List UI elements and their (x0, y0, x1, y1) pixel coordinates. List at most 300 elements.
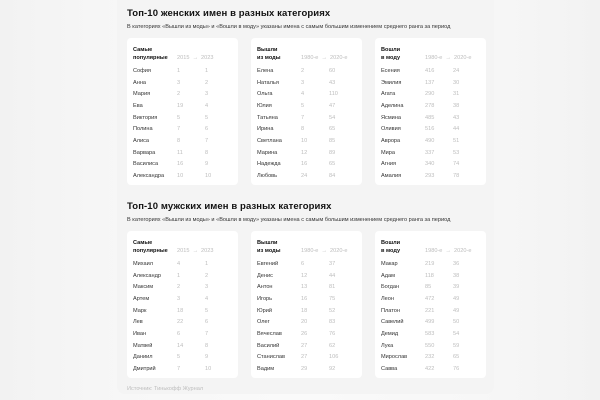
table-row (257, 65, 356, 77)
rank-to-cell: 74 (453, 161, 460, 168)
card-header (257, 44, 356, 62)
rank-to-cell: 65 (329, 126, 336, 133)
rank-to-cell: 85 (329, 137, 336, 144)
rank-from-cell: 3 (177, 79, 181, 86)
table-row (133, 316, 232, 328)
rank-from-cell: 583 (425, 330, 435, 337)
rank-to-cell: 5 (205, 114, 209, 121)
name-cell: Лука (381, 342, 394, 349)
name-cell: Иван (133, 330, 147, 337)
table-row (381, 270, 480, 282)
rank-from-cell: 416 (425, 67, 435, 74)
card-title (133, 47, 177, 62)
card-title (257, 240, 301, 255)
card-title-line1: Вошли (381, 47, 401, 53)
period-to: 2020-е (454, 54, 472, 61)
rank-from-cell: 5 (301, 102, 305, 109)
name-cell: Юлия (257, 102, 272, 109)
card-header (133, 237, 232, 255)
rank-from-cell: 472 (425, 295, 435, 302)
arrow-right-icon: → (192, 247, 199, 254)
period-to: 2020-е (454, 247, 472, 254)
section-subtitle: В категориях «Вышли из моды» и «Вошли в моду» указаны имена с самым большим изменением среднего ранга за период (127, 217, 451, 223)
name-cell: Ева (133, 102, 143, 109)
card-title-line2: популярные (133, 54, 168, 61)
sections-container (127, 8, 486, 378)
table-row (381, 340, 480, 352)
name-cell: Любовь (257, 173, 278, 180)
rank-to-cell: 36 (453, 260, 460, 267)
rank-from-cell: 10 (301, 137, 308, 144)
rank-from-cell: 11 (177, 149, 183, 156)
rank-from-cell: 2 (301, 67, 305, 74)
cards-row (127, 38, 486, 185)
arrow-right-icon: → (445, 54, 452, 61)
name-cell: Агата (381, 91, 396, 98)
table-row (381, 316, 480, 328)
rank-from-cell: 337 (425, 149, 435, 156)
table-row (133, 100, 232, 112)
name-cell: Надежда (257, 161, 281, 168)
name-cell: Савелий (381, 319, 404, 326)
card-title (381, 47, 425, 62)
name-cell: Евгений (257, 260, 279, 267)
table-row (257, 328, 356, 340)
rank-from-cell: 8 (177, 137, 181, 144)
rank-to-cell: 7 (205, 330, 209, 337)
name-cell: София (133, 67, 151, 74)
card-title-line2: в моду (381, 54, 401, 61)
rank-to-cell: 43 (329, 79, 336, 86)
table-row (257, 258, 356, 270)
rank-from-cell: 16 (301, 161, 308, 168)
name-cell: Демид (381, 330, 399, 337)
rank-to-cell: 65 (329, 161, 336, 168)
name-cell: Варвара (133, 149, 156, 156)
rank-to-cell: 59 (453, 342, 460, 349)
rank-to-cell: 75 (329, 295, 336, 302)
rank-to-cell: 110 (329, 91, 338, 98)
rank-from-cell: 118 (425, 272, 434, 279)
card-rows (381, 258, 480, 375)
rank-to-cell: 65 (453, 354, 460, 361)
name-cell: Антон (257, 284, 273, 291)
section-title: Топ-10 женских имен в разных категориях (127, 8, 331, 19)
rank-to-cell: 92 (329, 366, 336, 373)
name-cell: Леон (381, 295, 394, 302)
period-from: 1980-е (425, 247, 443, 254)
cards-row (127, 231, 486, 378)
rank-from-cell: 422 (425, 366, 435, 373)
name-cell: Есения (381, 67, 400, 74)
ranking-card (127, 231, 238, 378)
source-note: Источник: Тинькофф Журнал (127, 386, 204, 392)
rank-to-cell: 78 (453, 173, 460, 180)
period-to: 2020-е (330, 247, 348, 254)
rank-from-cell: 10 (177, 173, 184, 180)
table-row (381, 123, 480, 135)
rank-to-cell: 4 (205, 295, 209, 302)
rank-to-cell: 5 (205, 307, 209, 314)
card-rows (381, 65, 480, 182)
period-from: 2015 (177, 54, 190, 61)
name-cell: Амалия (381, 173, 402, 180)
table-row (381, 352, 480, 364)
name-cell: Мария (133, 91, 151, 98)
rank-to-cell: 44 (329, 272, 336, 279)
card-title (257, 47, 301, 62)
period-to: 2023 (201, 54, 214, 61)
card-period (177, 248, 214, 256)
table-row (257, 88, 356, 100)
rank-from-cell: 8 (301, 126, 305, 133)
table-row (133, 270, 232, 282)
table-row (133, 258, 232, 270)
name-cell: Матвей (133, 342, 153, 349)
name-cell: Денис (257, 272, 273, 279)
rank-to-cell: 2 (205, 272, 209, 279)
name-cell: Игорь (257, 295, 273, 302)
ranking-card (127, 38, 238, 185)
table-row (257, 281, 356, 293)
card-header (381, 44, 480, 62)
section-title: Топ-10 мужских имен в разных категориях (127, 201, 332, 212)
rank-from-cell: 485 (425, 114, 435, 121)
rank-from-cell: 29 (301, 366, 308, 373)
table-row (381, 363, 480, 375)
table-row (257, 123, 356, 135)
period-from: 1980-е (425, 54, 443, 61)
rank-from-cell: 550 (425, 342, 435, 349)
rank-from-cell: 5 (177, 354, 181, 361)
rank-from-cell: 19 (177, 102, 184, 109)
name-cell: Макар (381, 260, 398, 267)
arrow-right-icon: → (321, 247, 328, 254)
table-row (381, 100, 480, 112)
table-row (257, 305, 356, 317)
table-row (133, 340, 232, 352)
rank-from-cell: 232 (425, 354, 435, 361)
period-to: 2023 (201, 247, 214, 254)
rank-to-cell: 7 (205, 137, 209, 144)
table-row (381, 281, 480, 293)
rank-to-cell: 9 (205, 161, 209, 168)
table-row (381, 305, 480, 317)
rank-from-cell: 1 (177, 272, 181, 279)
table-row (257, 316, 356, 328)
table-row (133, 363, 232, 375)
name-cell: Агния (381, 161, 397, 168)
period-to: 2020-е (330, 54, 348, 61)
rank-to-cell: 106 (329, 354, 339, 361)
rank-to-cell: 47 (329, 102, 336, 109)
rank-from-cell: 290 (425, 91, 435, 98)
rank-from-cell: 293 (425, 173, 435, 180)
card-period (301, 55, 347, 63)
card-period (425, 55, 471, 63)
table-row (381, 328, 480, 340)
table-row (133, 293, 232, 305)
card-title-line2: из моды (257, 54, 281, 61)
name-cell: Алиса (133, 137, 150, 144)
name-cell: Эмилия (381, 79, 402, 86)
card-title-line2: популярные (133, 247, 168, 254)
rank-to-cell: 81 (329, 284, 336, 291)
rank-to-cell: 54 (453, 330, 460, 337)
rank-from-cell: 26 (301, 330, 308, 337)
rank-to-cell: 8 (205, 342, 209, 349)
rank-from-cell: 27 (301, 354, 308, 361)
table-row (133, 328, 232, 340)
table-row (257, 147, 356, 159)
arrow-right-icon: → (192, 54, 199, 61)
rank-to-cell: 76 (329, 330, 336, 337)
name-cell: Ольга (257, 91, 273, 98)
card-header (133, 44, 232, 62)
rank-to-cell: 31 (453, 91, 460, 98)
ranking-card (251, 38, 362, 185)
rank-to-cell: 24 (453, 67, 460, 74)
table-row (133, 305, 232, 317)
section-subtitle: В категориях «Вышли из моды» и «Вошли в моду» указаны имена с самым большим изменением среднего ранга за период (127, 24, 451, 30)
rank-from-cell: 27 (301, 342, 308, 349)
rank-from-cell: 18 (301, 307, 308, 314)
card-title-line2: в моду (381, 247, 401, 254)
name-cell: Василиса (133, 161, 159, 168)
name-cell: Богдан (381, 284, 400, 291)
table-row (381, 293, 480, 305)
rank-from-cell: 13 (301, 284, 308, 291)
ranking-card (251, 231, 362, 378)
name-cell: Олег (257, 319, 270, 326)
name-cell: Василий (257, 342, 280, 349)
period-from: 2015 (177, 247, 190, 254)
rank-to-cell: 4 (205, 102, 209, 109)
rank-from-cell: 7 (177, 126, 181, 133)
rank-to-cell: 1 (205, 67, 209, 74)
rank-to-cell: 53 (453, 149, 460, 156)
rank-from-cell: 4 (301, 91, 305, 98)
name-cell: Полина (133, 126, 153, 133)
name-cell: Максим (133, 284, 154, 291)
rank-to-cell: 43 (453, 114, 460, 121)
card-title-line2: из моды (257, 247, 281, 254)
ranking-card (375, 38, 486, 185)
arrow-right-icon: → (445, 247, 452, 254)
rank-to-cell: 10 (205, 173, 212, 180)
name-cell: Светлана (257, 137, 282, 144)
card-period (301, 248, 347, 256)
ranking-card (375, 231, 486, 378)
name-cell: Мира (381, 149, 396, 156)
name-cell: Аделина (381, 102, 404, 109)
rank-to-cell: 49 (453, 307, 460, 314)
rank-from-cell: 16 (301, 295, 308, 302)
table-row (133, 77, 232, 89)
rank-to-cell: 1 (205, 260, 209, 267)
table-row (133, 112, 232, 124)
rank-to-cell: 76 (453, 366, 460, 373)
rank-to-cell: 60 (329, 67, 336, 74)
name-cell: Оливия (381, 126, 401, 133)
rank-from-cell: 12 (301, 272, 308, 279)
card-rows (257, 258, 356, 375)
rank-from-cell: 6 (301, 260, 305, 267)
rank-to-cell: 39 (453, 284, 460, 291)
name-cell: Аврора (381, 137, 401, 144)
rank-from-cell: 5 (177, 114, 181, 121)
arrow-right-icon: → (321, 54, 328, 61)
card-title-line1: Вышли (257, 47, 278, 53)
table-row (381, 159, 480, 171)
rank-from-cell: 221 (425, 307, 435, 314)
male-names-section (127, 201, 486, 378)
rank-from-cell: 219 (425, 260, 435, 267)
table-row (257, 77, 356, 89)
name-cell: Артем (133, 295, 150, 302)
name-cell: Дмитрий (133, 366, 156, 373)
rank-from-cell: 4 (177, 260, 181, 267)
rank-from-cell: 24 (301, 173, 308, 180)
name-cell: Юрий (257, 307, 273, 314)
rank-to-cell: 3 (205, 91, 209, 98)
table-row (133, 123, 232, 135)
card-title (133, 240, 177, 255)
card-title-line1: Вошли (381, 240, 401, 246)
rank-to-cell: 62 (329, 342, 336, 349)
card-title-line1: Самые (133, 240, 153, 246)
card-header (381, 237, 480, 255)
rank-from-cell: 499 (425, 319, 435, 326)
card-period (177, 55, 214, 63)
rank-to-cell: 37 (329, 260, 336, 267)
table-row (257, 270, 356, 282)
table-row (257, 363, 356, 375)
card-title (381, 240, 425, 255)
table-row (133, 281, 232, 293)
name-cell: Вадим (257, 366, 275, 373)
table-row (133, 135, 232, 147)
table-row (381, 258, 480, 270)
rank-from-cell: 3 (301, 79, 305, 86)
rank-to-cell: 2 (205, 79, 209, 86)
table-row (257, 135, 356, 147)
name-cell: Вячеслав (257, 330, 282, 337)
card-title-line1: Самые (133, 47, 153, 53)
name-cell: Адам (381, 272, 395, 279)
name-cell: Александра (133, 173, 165, 180)
rank-from-cell: 137 (425, 79, 435, 86)
table-row (257, 159, 356, 171)
rank-to-cell: 9 (205, 354, 209, 361)
table-row (133, 147, 232, 159)
card-rows (133, 258, 232, 375)
rank-from-cell: 7 (177, 366, 181, 373)
name-cell: Станислав (257, 354, 286, 361)
name-cell: Лев (133, 319, 143, 326)
rank-to-cell: 30 (453, 79, 460, 86)
rank-to-cell: 84 (329, 173, 336, 180)
rank-from-cell: 340 (425, 161, 435, 168)
table-row (381, 170, 480, 182)
female-names-section (127, 8, 486, 185)
table-row (381, 147, 480, 159)
rank-to-cell: 10 (205, 366, 212, 373)
rank-to-cell: 38 (453, 272, 460, 279)
table-row (257, 100, 356, 112)
table-row (381, 77, 480, 89)
name-cell: Виктория (133, 114, 158, 121)
rank-to-cell: 49 (453, 295, 460, 302)
rank-from-cell: 1 (177, 67, 181, 74)
rank-from-cell: 12 (301, 149, 308, 156)
name-cell: Наталья (257, 79, 279, 86)
rank-from-cell: 20 (301, 319, 308, 326)
rank-from-cell: 490 (425, 137, 435, 144)
name-cell: Анна (133, 79, 147, 86)
rank-to-cell: 3 (205, 284, 209, 291)
rank-from-cell: 3 (177, 295, 181, 302)
rank-to-cell: 83 (329, 319, 336, 326)
rank-to-cell: 89 (329, 149, 336, 156)
table-row (381, 112, 480, 124)
rank-from-cell: 6 (177, 330, 181, 337)
rank-to-cell: 38 (453, 102, 460, 109)
name-cell: Марк (133, 307, 147, 314)
name-cell: Ирина (257, 126, 274, 133)
rank-from-cell: 2 (177, 284, 181, 291)
name-cell: Михаил (133, 260, 154, 267)
table-row (257, 293, 356, 305)
table-row (257, 170, 356, 182)
card-header (257, 237, 356, 255)
rank-from-cell: 22 (177, 319, 184, 326)
name-cell: Александр (133, 272, 161, 279)
name-cell: Елена (257, 67, 274, 74)
table-row (257, 352, 356, 364)
rank-to-cell: 8 (205, 149, 209, 156)
table-row (133, 352, 232, 364)
rank-to-cell: 50 (453, 319, 460, 326)
rank-from-cell: 14 (177, 342, 184, 349)
period-from: 1980-е (301, 54, 319, 61)
table-row (133, 159, 232, 171)
card-rows (133, 65, 232, 182)
table-row (133, 88, 232, 100)
table-row (257, 112, 356, 124)
period-from: 1980-е (301, 247, 319, 254)
table-row (381, 135, 480, 147)
table-row (133, 65, 232, 77)
rank-to-cell: 51 (453, 137, 460, 144)
table-row (133, 170, 232, 182)
card-title-line1: Вышли (257, 240, 278, 246)
table-row (381, 88, 480, 100)
name-cell: Даниил (133, 354, 153, 361)
rank-from-cell: 2 (177, 91, 181, 98)
rank-from-cell: 16 (177, 161, 184, 168)
card-rows (257, 65, 356, 182)
rank-to-cell: 6 (205, 319, 209, 326)
rank-to-cell: 54 (329, 114, 336, 121)
name-cell: Ясмина (381, 114, 402, 121)
rank-from-cell: 278 (425, 102, 435, 109)
card-period (425, 248, 471, 256)
name-cell: Платон (381, 307, 400, 314)
table-row (257, 340, 356, 352)
rank-from-cell: 85 (425, 284, 432, 291)
rank-to-cell: 52 (329, 307, 336, 314)
